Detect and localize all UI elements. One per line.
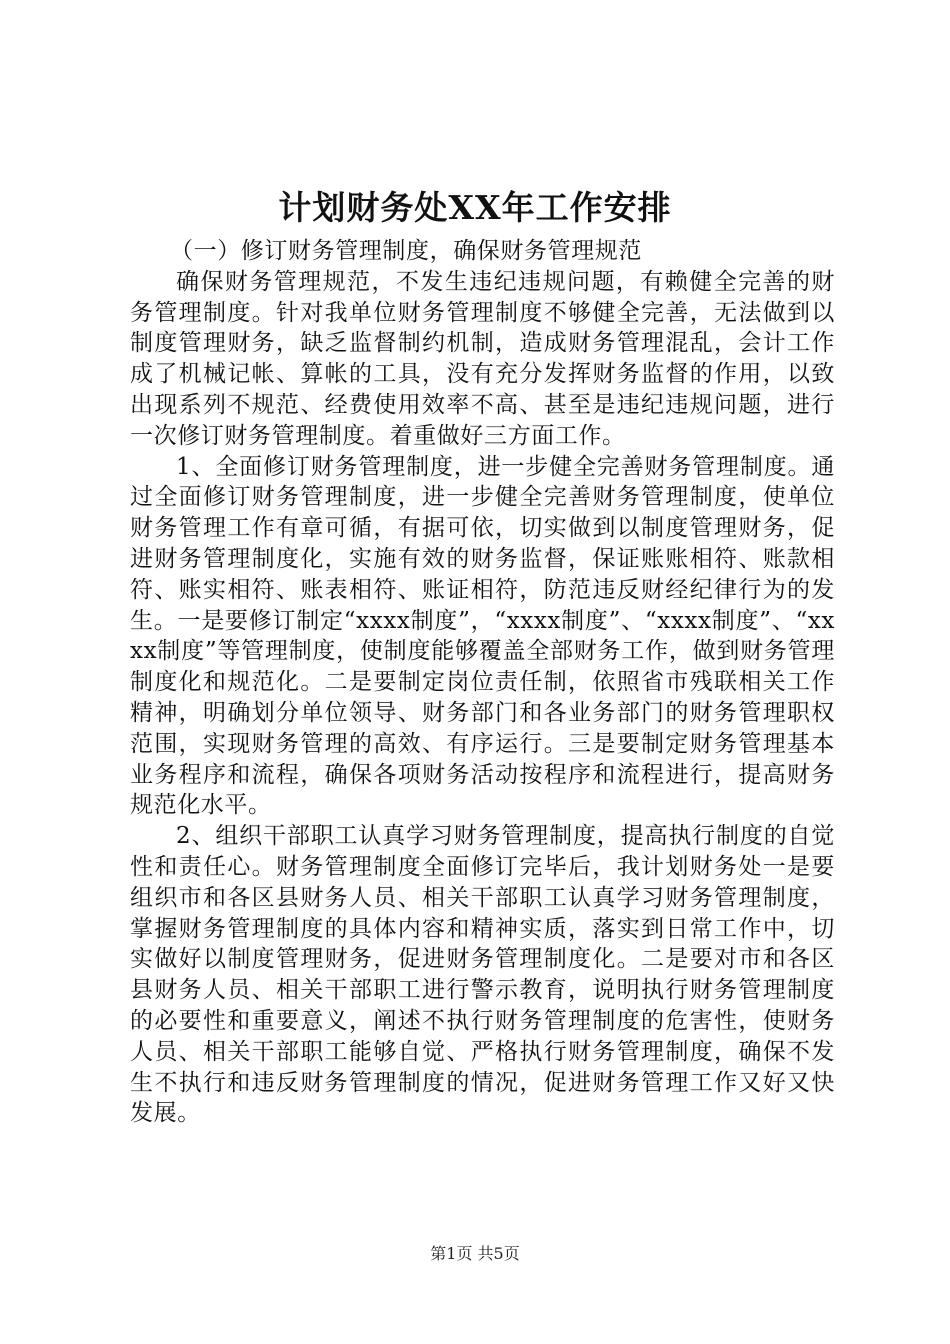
paragraph-item-2: 2、组织干部职工认真学习财务管理制度，提高执行制度的自觉性和责任心。财务管理制度全面修订完毕后，我计划财务处一是要组织市和各区县财务人员、相关干部职工认真学习财务管理制度，掌握财务管理制度的具体内容和精神实质，落实到日常工作中，切实做好以制度管理财务，促进财务管理制度化。二是要对市和各区县财务人员、相关干部职工进行警示教育，说明执行财务管理制度的必要性和重要意义，阐述不执行财务管理制度的危害性，使财务人员、相关干部职工能够自觉、严格执行财务管理制度，确保不发生不执行和违反财务管理制度的情况，促进财务管理工作又好又快发展。 [130,823,835,1127]
paragraph-item-1: 1、全面修订财务管理制度，进一步健全完善财务管理制度。通过全面修订财务管理制度，进一步健全完善财务管理制度，使单位财务管理工作有章可循，有据可依，切实做到以制度管理财务，促进财务管理制度化，实施有效的财务监督，保证账账相符、账款相符、账实相符、账表相符、账证相符，防范违反财经纪律行为的发生。一是要修订制定“xxxx制度”，“xxxx制度”、“xxxx制度”、“xxxx制度”等管理制度，使制度能够覆盖全部财务工作，做到财务管理制度化和规范化。二是要制定岗位责任制，依照省市残联相关工作精神，明确划分单位领导、财务部门和各业务部门的财务管理职权范围，实现财务管理的高效、有序运行。三是要制定财务管理基本业务程序和流程，确保各项财务活动按程序和流程进行，提高财务规范化水平。 [130,453,835,819]
paragraph-intro: 确保财务管理规范，不发生违纪违规问题，有赖健全完善的财务管理制度。针对我单位财务管理制度不够健全完善，无法做到以制度管理财务，缺乏监督制约机制，造成财务管理混乱，会计工作成了机械记帐、算帐的工具，没有充分发挥财务监督的作用，以致出现系列不规范、经费使用效率不高、甚至是违纪违规问题，进行一次修订财务管理制度。着重做好三方面工作。 [130,268,835,449]
section-heading: （一）修订财务管理制度，确保财务管理规范 [170,238,642,264]
document-body [130,236,835,1129]
document-title: 计划财务处XX年工作安排 [278,188,672,227]
page-number-footer: 第1页 共5页 [430,1244,520,1263]
